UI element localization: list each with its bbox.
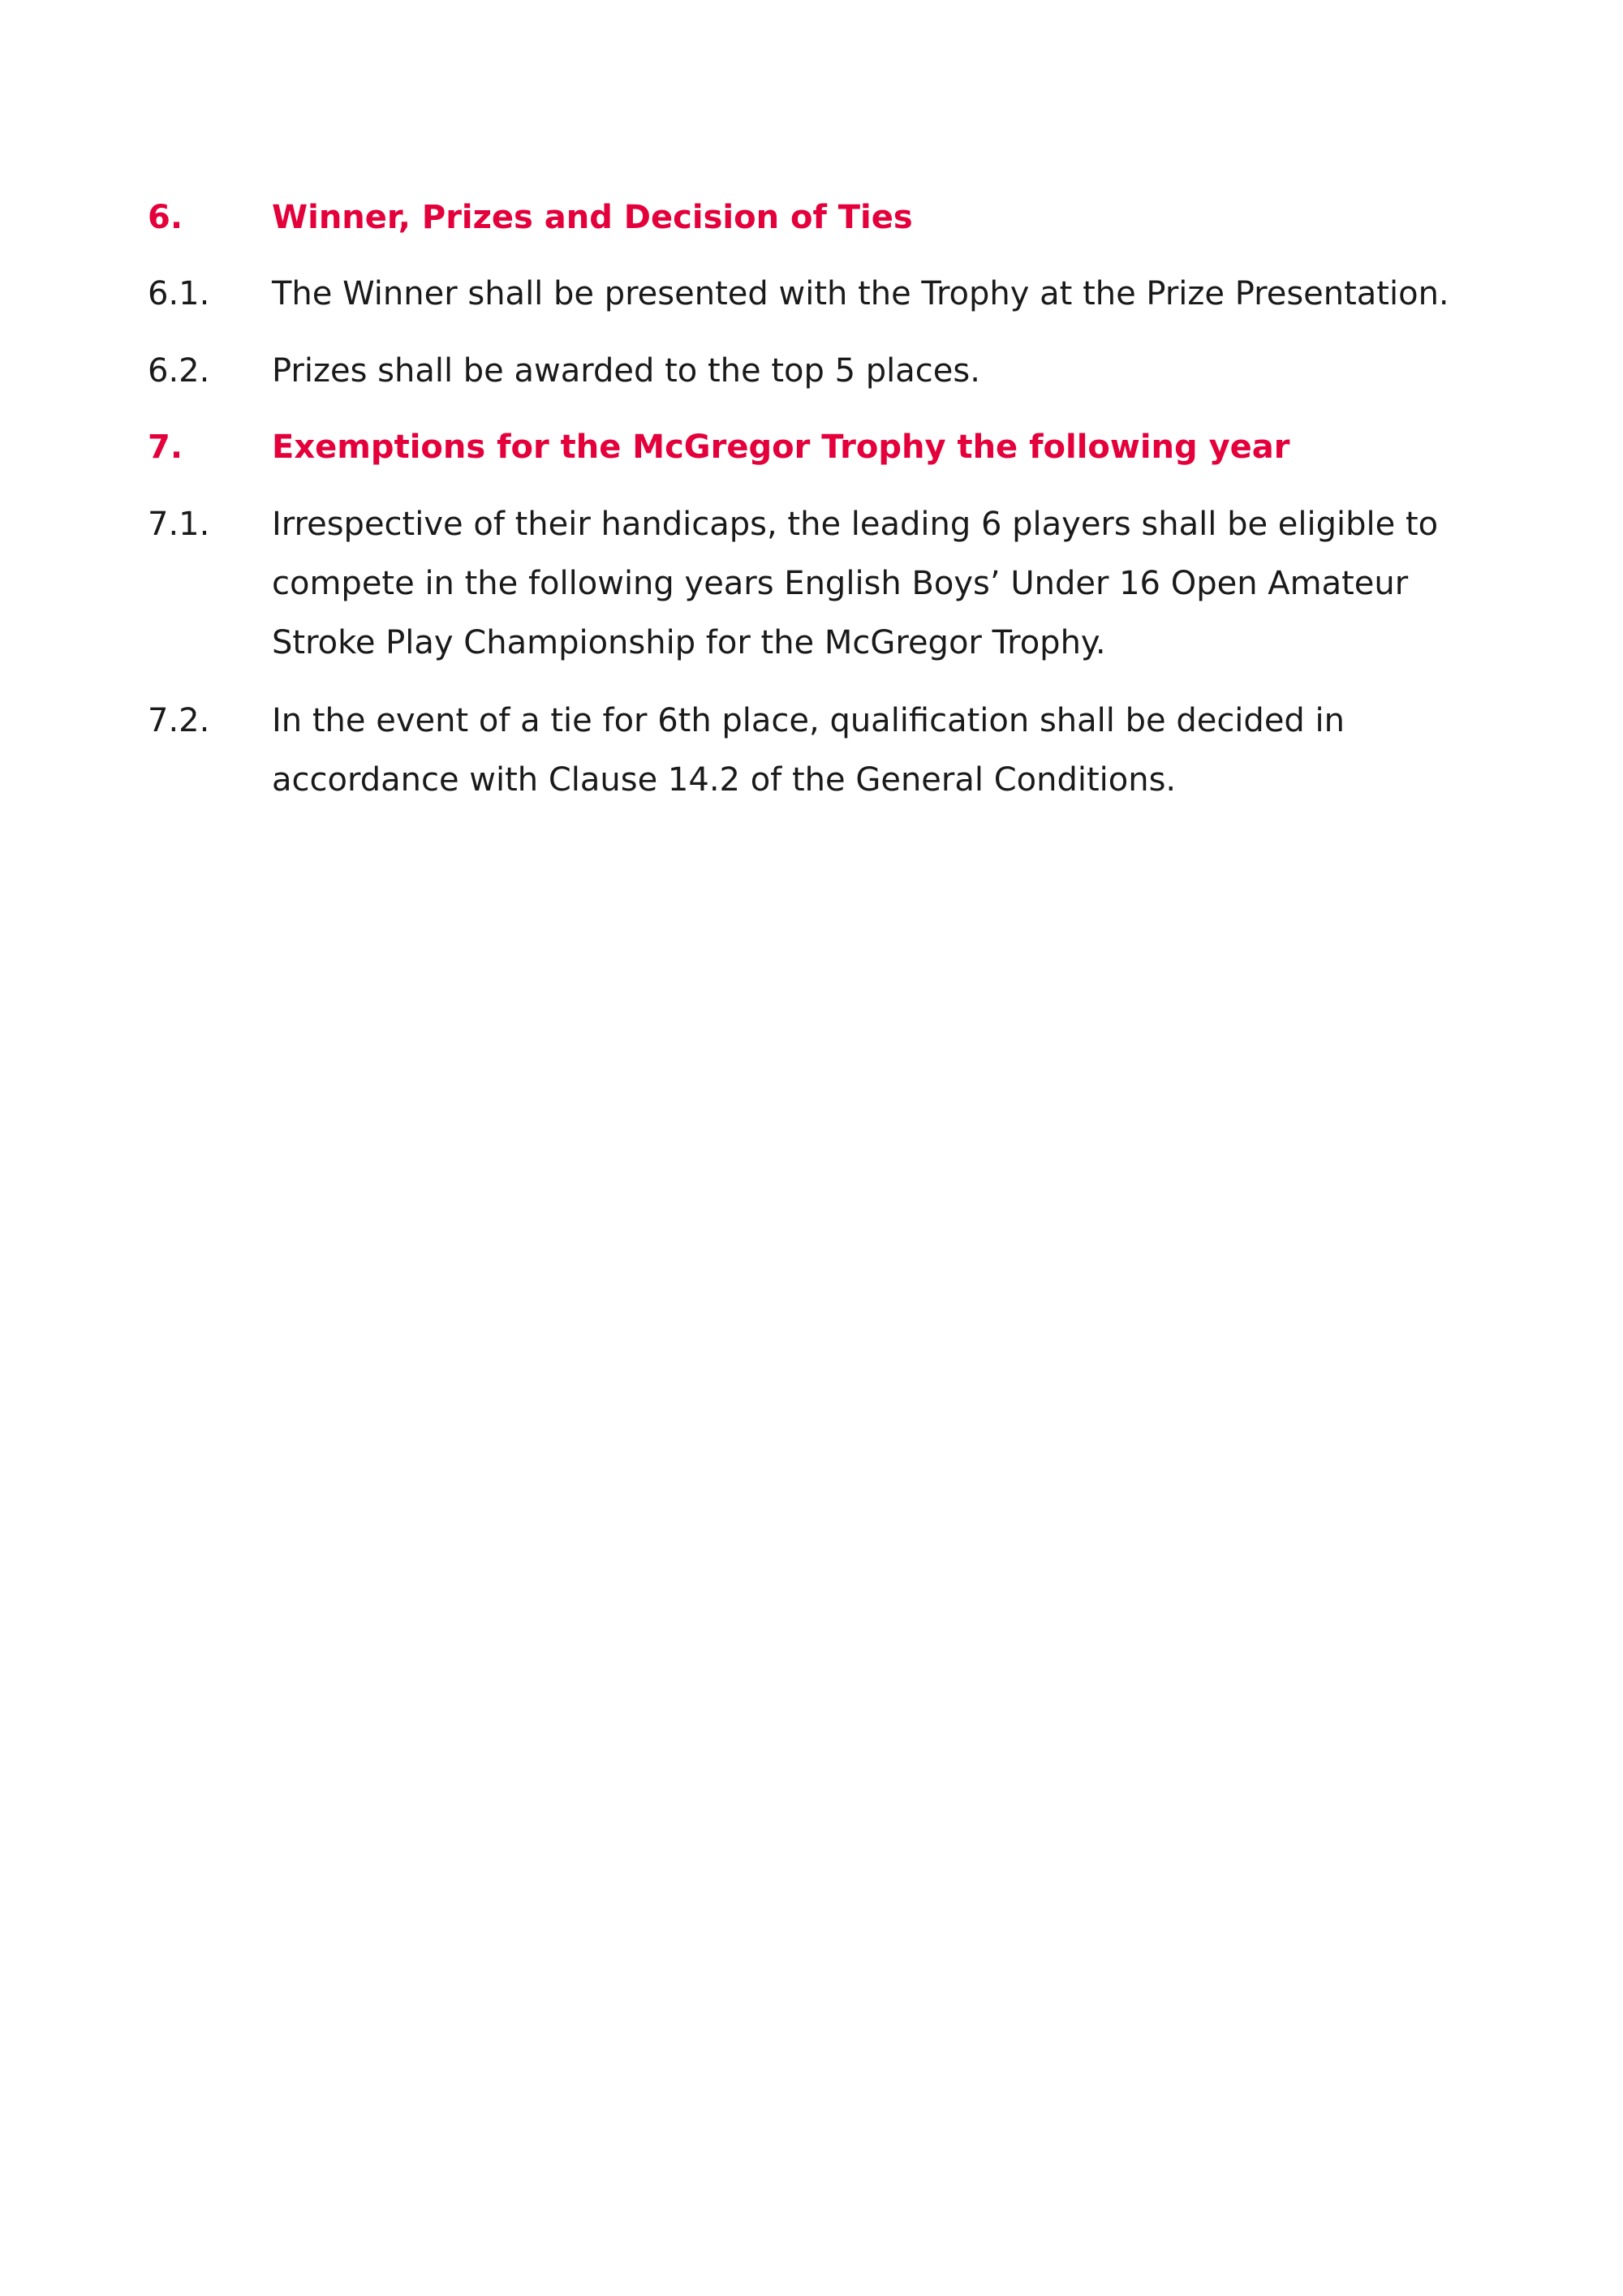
- clause-6-2: [148, 342, 1487, 401]
- clause-number: 6.1.: [148, 275, 210, 312]
- section-heading-6: [148, 188, 1487, 248]
- section-number: 6.: [148, 199, 183, 236]
- clause-7-2: [148, 691, 1487, 810]
- section-number: 7.: [148, 429, 183, 466]
- clause-text: Prizes shall be awarded to the top 5 places.: [272, 352, 980, 390]
- clause-number: 6.2.: [148, 352, 210, 390]
- clause-text: In the event of a tie for 6th place, qualification shall be decided in accordance with Clause 14.2 of the General Conditions.: [272, 702, 1345, 799]
- clause-text: Irrespective of their handicaps, the leading 6 players shall be eligible to compete in the following years English Boys’ Under 16 Open Amateur Stroke Play Championship for the McGregor Trophy.: [272, 506, 1439, 661]
- section-title: Exemptions for the McGregor Trophy the following year: [272, 429, 1290, 466]
- section-heading-7: [148, 418, 1487, 477]
- clause-number: 7.2.: [148, 702, 210, 739]
- clause-number: 7.1.: [148, 506, 210, 543]
- clause-7-1: [148, 495, 1487, 673]
- section-title: Winner, Prizes and Decision of Ties: [272, 199, 913, 236]
- clause-6-1: [148, 265, 1487, 324]
- clause-text: The Winner shall be presented with the Trophy at the Prize Presentation.: [272, 275, 1449, 312]
